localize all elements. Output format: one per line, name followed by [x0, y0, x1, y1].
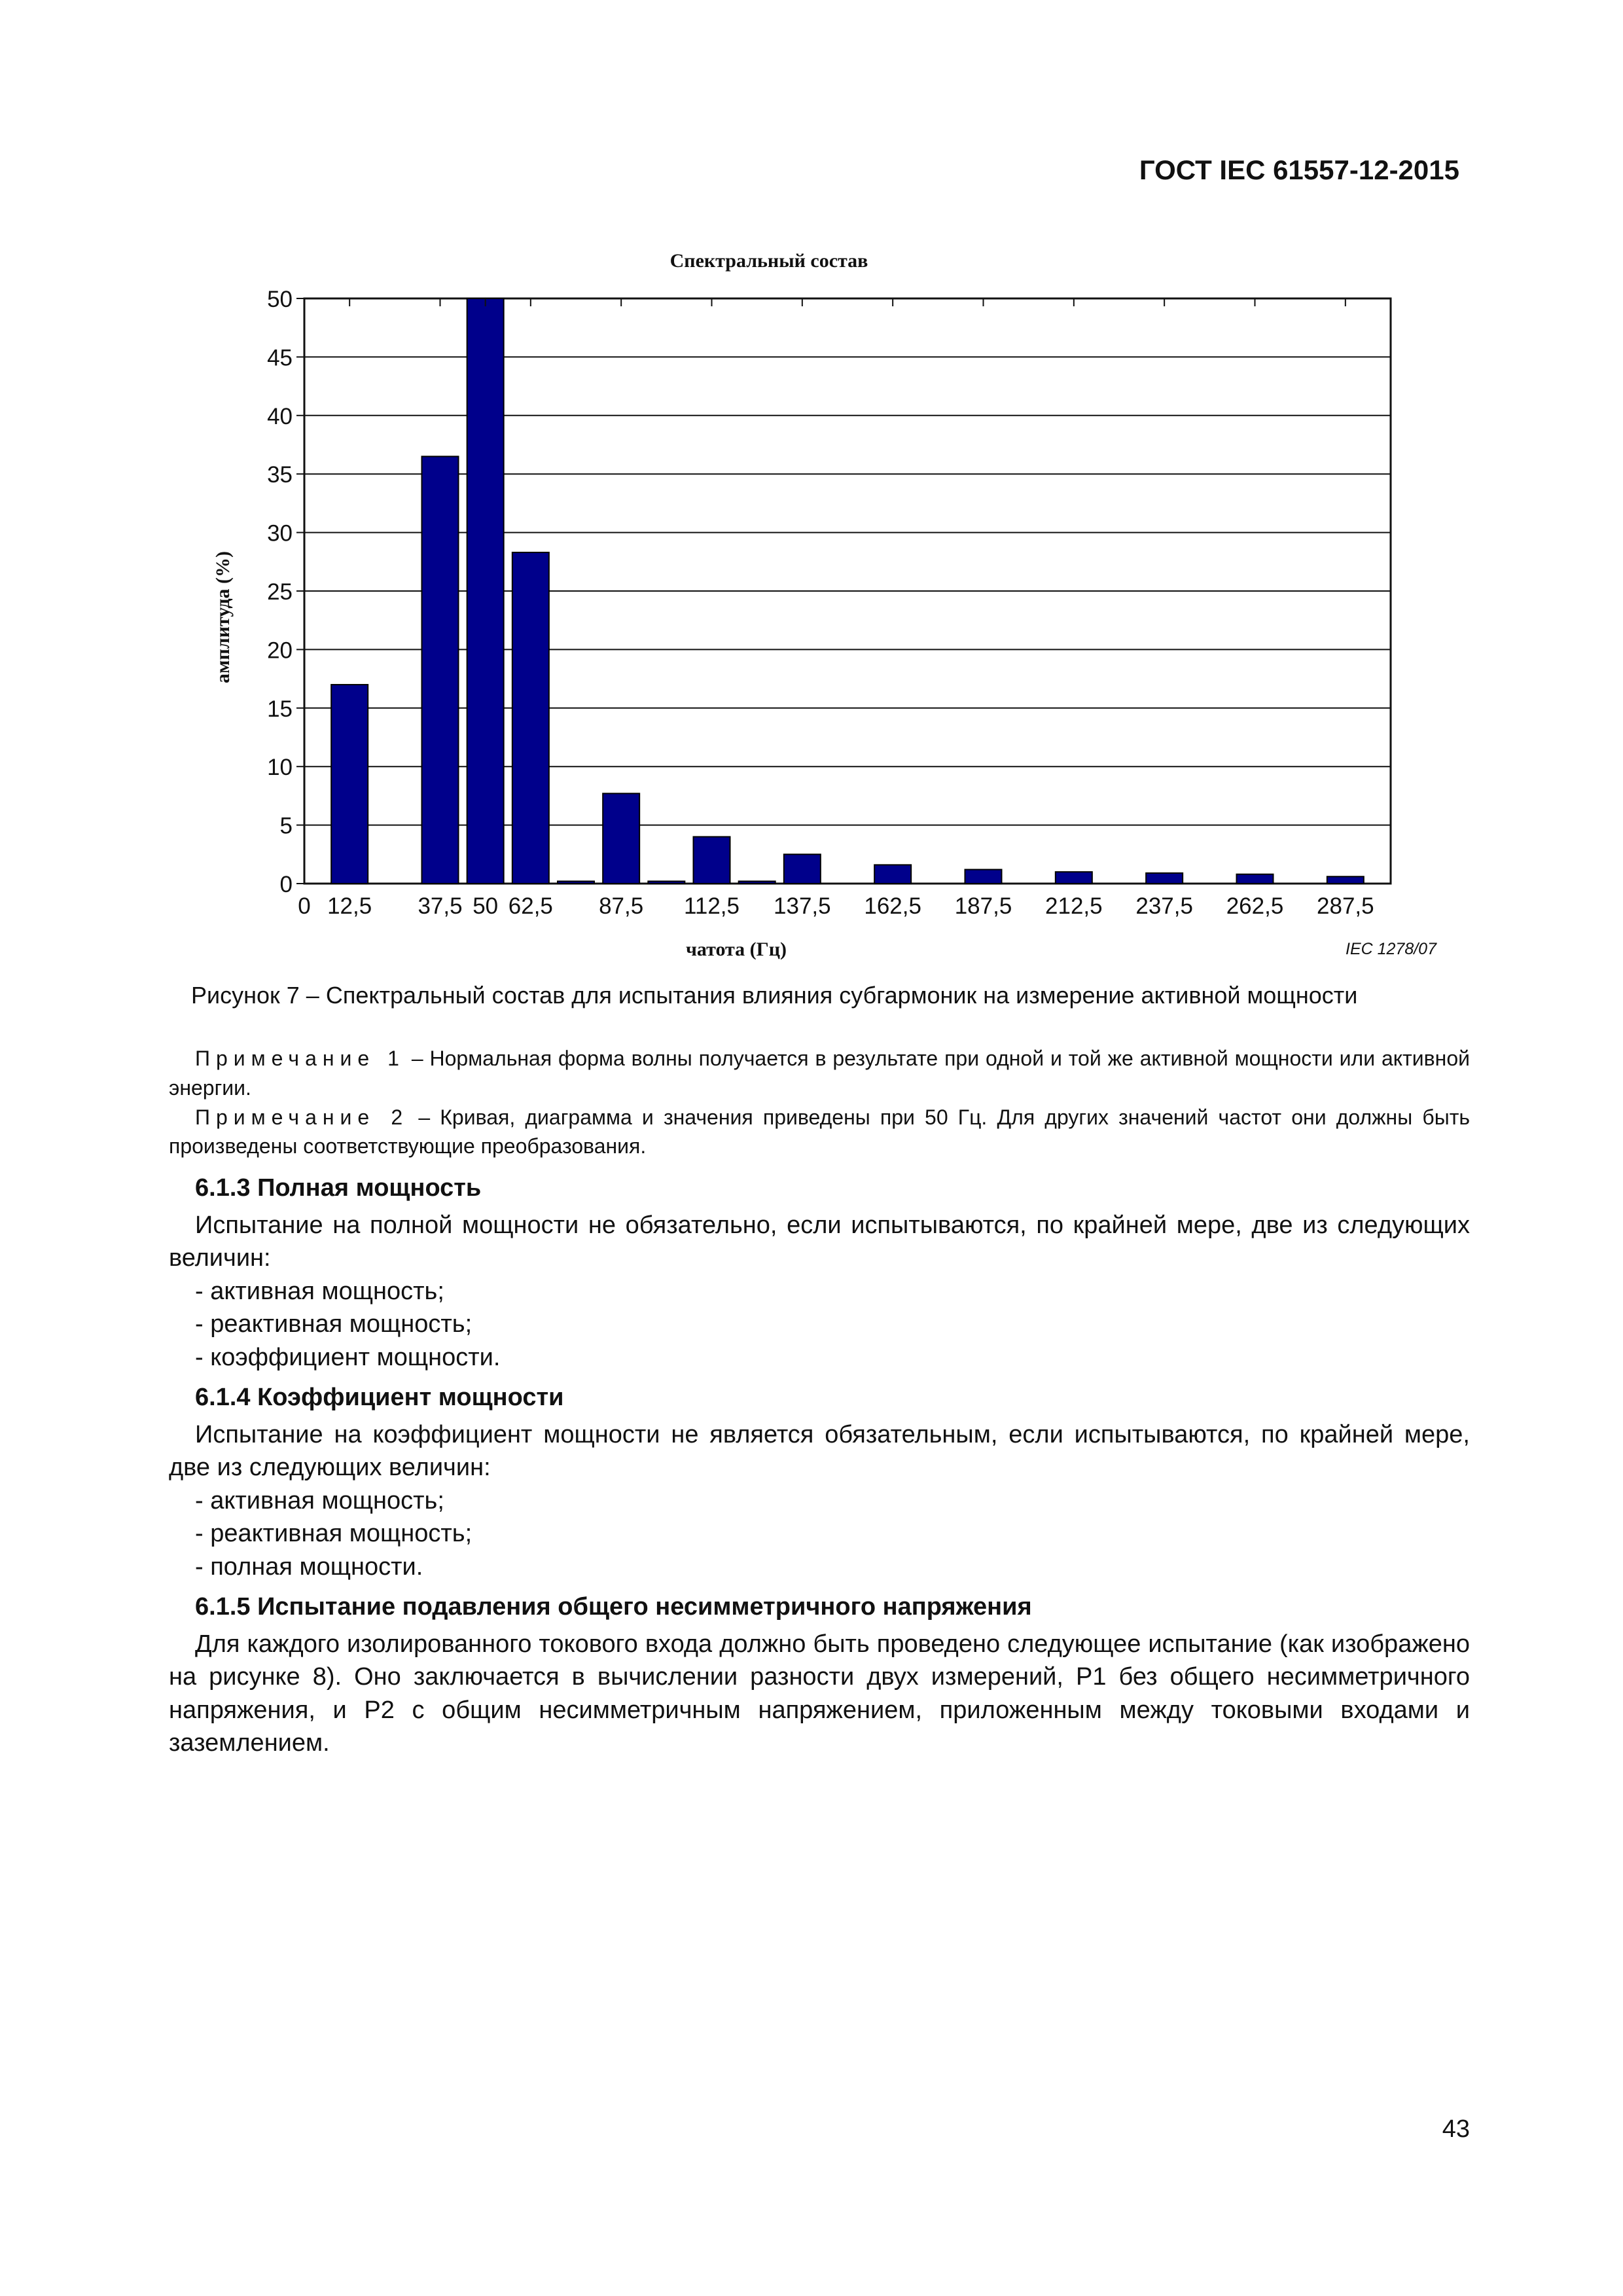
y-tick-label: 30 — [267, 520, 293, 547]
y-tick-label: 0 — [279, 872, 293, 897]
chart-bar — [965, 870, 1002, 884]
chart-bar — [1146, 873, 1183, 884]
chart-bar — [694, 836, 730, 884]
x-tick-label: 62,5 — [508, 893, 553, 919]
y-tick-label: 45 — [267, 345, 293, 371]
list-item: - активная мощность; — [195, 1486, 444, 1515]
x-tick-label: 262,5 — [1226, 893, 1284, 919]
section-6-1-4 — [169, 1381, 1470, 1583]
note-1 — [169, 1044, 1470, 1103]
list-item: - активная мощность; — [195, 1277, 444, 1305]
section-heading: 6.1.3 Полная мощность — [195, 1174, 482, 1202]
chart-bar — [558, 881, 594, 884]
note-2 — [169, 1103, 1470, 1162]
y-tick-label: 25 — [267, 579, 293, 605]
section-heading: 6.1.4 Коэффициент мощности — [195, 1384, 564, 1411]
chart-bar — [603, 793, 639, 884]
x-tick-label: 212,5 — [1045, 893, 1103, 919]
chart-bar — [331, 685, 368, 884]
chart-bar — [1327, 876, 1364, 884]
list-item: - полная мощности. — [195, 1552, 423, 1581]
y-tick-label: 35 — [267, 462, 293, 488]
y-tick-label: 20 — [267, 637, 293, 664]
section-paragraph: Для каждого изолированного токового входа должно быть проведено следующее испытание (как изображено на рисунке 8). Оно заключается в вычислении разности двух измерений, P1 без общего несимметричного напряжения, и P2 с общим несимметричным напряжением, приложенным между токовыми входами и заземлением. — [169, 1630, 1470, 1757]
x-axis-label: чатота (Гц) — [685, 939, 787, 960]
note-label: Примечание 2 — [195, 1105, 409, 1129]
chart-bar — [648, 881, 685, 884]
note-text: – Кривая, диаграмма и значения приведены при 50 Гц. Для других значений частот они должны быть произведены соответствующие преобразования. — [169, 1105, 1471, 1158]
spectrum-chart — [196, 236, 1440, 969]
x-tick-label: 187,5 — [954, 893, 1012, 919]
x-tick-label: 287,5 — [1317, 893, 1374, 919]
list-item: - реактивная мощность; — [195, 1310, 473, 1338]
x-tick-label: 0 — [298, 893, 311, 919]
list-item: - коэффициент мощности. — [195, 1343, 501, 1371]
section-heading: 6.1.5 Испытание подавления общего несимметричного напряжения — [195, 1593, 1032, 1621]
section-list — [169, 1275, 1470, 1374]
page-number: 43 — [1442, 2115, 1470, 2143]
chart-bar — [422, 456, 459, 884]
section-paragraph: Испытание на коэффициент мощности не является обязательным, если испытываются, по крайней мере, две из следующих величин: — [169, 1420, 1470, 1482]
notes-block — [169, 1044, 1470, 1161]
list-item: - реактивная мощность; — [195, 1520, 473, 1548]
figure-ref-code: IEC 1278/07 — [1346, 940, 1436, 958]
section-paragraph: Испытание на полной мощности не обязательно, если испытываются, по крайней мере, две из следующих величин: — [169, 1211, 1470, 1272]
y-tick-label: 40 — [267, 403, 293, 429]
section-6-1-5 — [169, 1590, 1470, 1760]
x-tick-label: 162,5 — [864, 893, 921, 919]
chart-bar — [784, 854, 821, 884]
note-text: – Нормальная форма волны получается в результате при одной и той же активной мощности или активной энергии. — [169, 1047, 1471, 1100]
chart-bar — [512, 552, 549, 884]
document-code: ГОСТ IEC 61557-12-2015 — [1139, 154, 1459, 185]
x-tick-label: 12,5 — [327, 893, 372, 919]
x-tick-label: 37,5 — [418, 893, 463, 919]
y-tick-label: 5 — [279, 813, 293, 839]
chart-bar — [739, 881, 776, 884]
x-tick-label: 87,5 — [599, 893, 644, 919]
chart-bar — [467, 298, 504, 884]
x-tick-label: 50 — [473, 893, 499, 919]
x-tick-label: 237,5 — [1135, 893, 1193, 919]
note-label: Примечание 1 — [195, 1047, 405, 1070]
chart-bar — [874, 865, 911, 884]
section-6-1-3 — [169, 1172, 1470, 1374]
y-axis-label: амплитуда (%) — [212, 551, 234, 683]
y-tick-label: 50 — [267, 287, 293, 312]
section-list — [169, 1484, 1470, 1584]
x-tick-label: 137,5 — [774, 893, 831, 919]
chart-title: Спектральный состав — [669, 250, 868, 272]
x-tick-label: 112,5 — [684, 893, 740, 919]
chart-bar — [1056, 872, 1092, 884]
chart-bar — [1237, 874, 1274, 884]
y-tick-label: 10 — [267, 755, 293, 781]
y-tick-label: 15 — [267, 696, 293, 722]
figure-caption: Рисунок 7 – Спектральный состав для испытания влияния субгармоник на измерение активной мощности — [191, 982, 1358, 1009]
